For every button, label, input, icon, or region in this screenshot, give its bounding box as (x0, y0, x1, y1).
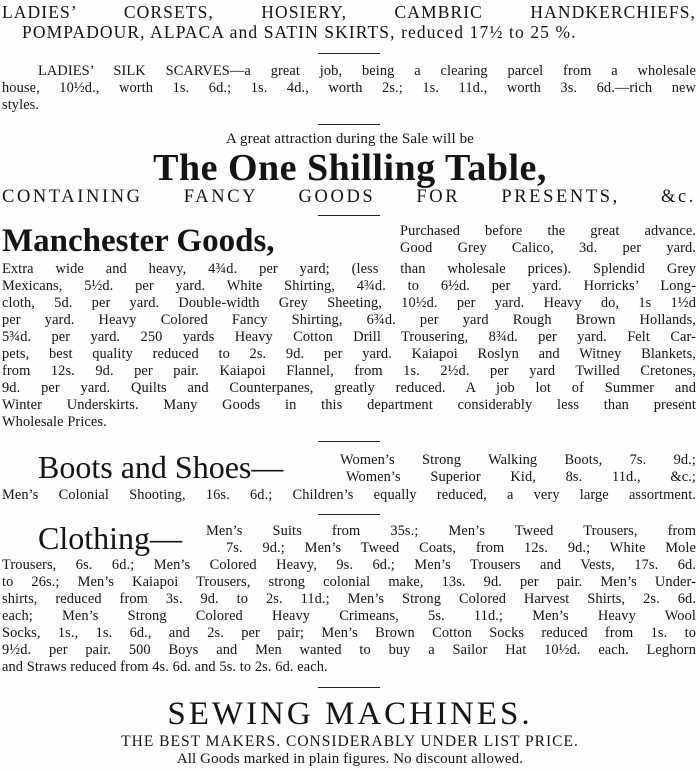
divider (318, 124, 380, 125)
clothing-line: shirts, reduced from 3s. 9d. to 2s. 11d.; Men’s Strong Colored Harvest Shirts, 2s. 6d. (2, 591, 696, 607)
manchester-line: from 12s. 9d. per pair. Kaiapoi Flannel, from 1s. 2½d. per yard Twilled Cretones, (2, 363, 696, 379)
corsets-line-1: LADIES’ CORSETS, HOSIERY, CAMBRIC HANDKERCHIEFS, (2, 2, 696, 22)
manchester-side-2: Good Grey Calico, 3d. per yard. (400, 240, 696, 256)
shilling-subtitle: CONTAINING FANCY GOODS FOR PRESENTS, &c. (2, 187, 696, 207)
clothing-side-2: 7s. 9d.; Men’s Tweed Coats, from 12s. 9d.; White Mole (226, 540, 696, 556)
sewing-machines-title: SEWING MACHINES. (167, 696, 533, 732)
divider (318, 687, 380, 688)
divider (318, 441, 380, 442)
clothing-line: each; Men’s Strong Colored Heavy Crimeans, 5s. 11d.; Men’s Heavy Wool (2, 608, 696, 624)
manchester-heading: Manchester Goods, (2, 223, 275, 259)
manchester-line: per yard. Heavy Colored Fancy Shirting, 6¾d. per yard Rough Brown Hollands, (2, 312, 696, 328)
manchester-line: 9d. per yard. Quilts and Counterpanes, greatly reduced. A job lot of Summer and (2, 380, 696, 396)
scarves-line-3: styles. (2, 97, 40, 113)
clothing-line: and Straws reduced from 4s. 6d. and 5s. to 2s. 6d. each. (2, 659, 328, 675)
clothing-line: to 26s.; Men’s Kaiapoi Trousers, strong colonial make, 13s. 9d. per pair. Men’s Under- (2, 574, 696, 590)
manchester-line: Extra wide and heavy, 4¾d. per yard; (less than wholesale prices). Splendid Grey (2, 261, 696, 277)
divider (318, 514, 380, 515)
boots-heading: Boots and Shoes— (38, 449, 284, 485)
clothing-line: 9½d. per pair. 500 Boys and Men wanted to buy a Sailor Hat 10½d. each. Leghorn (2, 642, 696, 658)
manchester-line: Winter Underskirts. Many Goods in this department considerably less than present (2, 397, 696, 413)
divider (318, 215, 380, 216)
manchester-side-1: Purchased before the great advance. (400, 223, 696, 239)
clothing-side-1: Men’s Suits from 35s.; Men’s Tweed Trousers, from (206, 523, 696, 539)
shilling-table-title: The One Shilling Table, (153, 147, 547, 189)
boots-line: Men’s Colonial Shooting, 16s. 6d.; Children’s equally reduced, a very large assortment. (2, 487, 696, 503)
clothing-line: Socks, 1s., 1s. 6d., and 2s. per pair; Men’s Brown Cotton Socks reduced from 1s. to (2, 625, 696, 641)
clothing-line: Trousers, 6s. 6d.; Men’s Colored Heavy, 9s. 6d.; Men’s Trousers and Vests, 17s. 6d. (2, 557, 696, 573)
manchester-line: Wholesale Prices. (2, 414, 107, 430)
shilling-intro: A great attraction during the Sale will be (226, 131, 474, 147)
scarves-line-1: LADIES’ SILK SCARVES—a great job, being a clearing parcel from a wholesale (38, 63, 696, 79)
manchester-line: 5¾d. per yard. 250 yards Heavy Cotton Drill Trousering, 8¾d. per yard. Felt Car- (2, 329, 696, 345)
sewing-line-2: All Goods marked in plain figures. No discount allowed. (176, 751, 524, 767)
clothing-heading: Clothing— (38, 520, 183, 556)
boots-side-1: Women’s Strong Walking Boots, 7s. 9d.; (340, 452, 696, 468)
sewing-line-1: THE BEST MAKERS. CONSIDERABLY UNDER LIST PRICE. (121, 733, 579, 750)
divider (318, 53, 380, 54)
manchester-line: Mexicans, 5½d. per yard. White Shirting, 4¾d. to 6½d. per yard. Horricks’ Long- (2, 278, 696, 294)
boots-side-2: Women’s Superior Kid, 8s. 11d., &c.; (346, 469, 696, 485)
scarves-line-2: house, 10½d., worth 1s. 6d.; 1s. 4d., worth 2s.; 1s. 11d., worth 3s. 6d.—rich new (2, 80, 696, 96)
manchester-line: pets, best quality reduced to 2s. 9d. per yard. Kaiapoi Roslyn and Witney Blankets, (2, 346, 696, 362)
manchester-line: cloth, 5d. per yard. Double-width Grey Sheeting, 10½d. per yard. Heavy do, 1s 1½d (2, 295, 696, 311)
corsets-line-2: POMPADOUR, ALPACA and SATIN SKIRTS, reduced 17½ to 25 %. (22, 22, 577, 42)
